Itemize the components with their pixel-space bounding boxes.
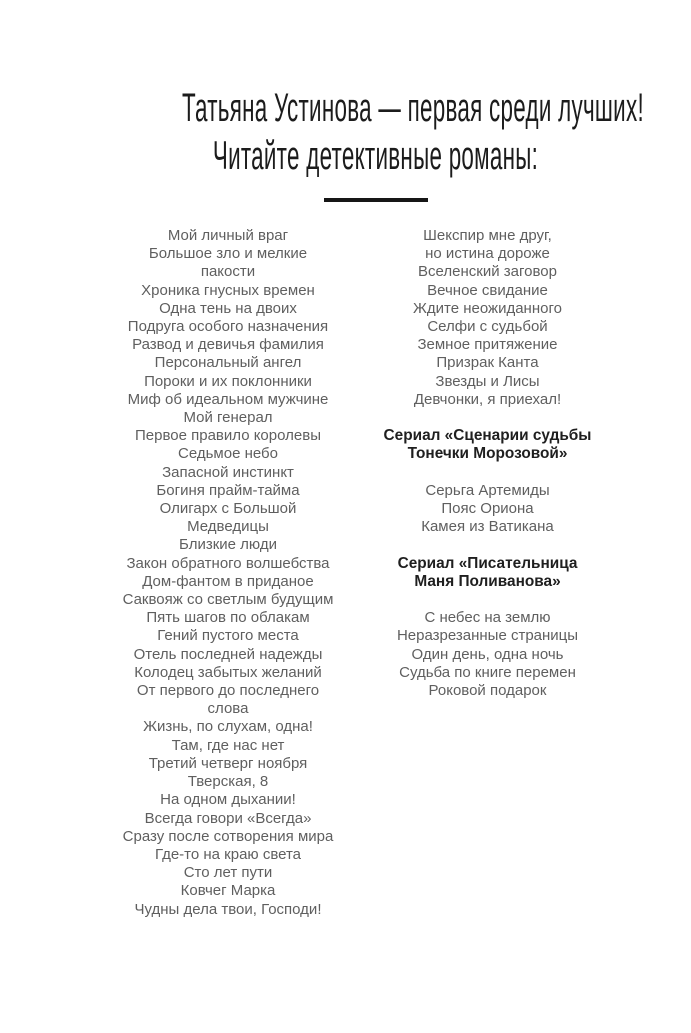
book-title	[100, 682, 356, 718]
book-title-line: Всегда говори «Всегда»	[144, 809, 312, 827]
book-title-line: Там, где нас нет	[171, 736, 285, 754]
book-title	[100, 427, 356, 445]
book-title	[359, 318, 616, 336]
book-title	[359, 627, 616, 645]
serial-heading-line: Маня Поливанова»	[414, 572, 561, 590]
book-title	[359, 391, 616, 409]
book-title-line: Пояс Ориона	[441, 500, 534, 518]
book-title	[100, 791, 356, 809]
book-title	[100, 755, 356, 773]
book-title	[100, 409, 356, 427]
book-title-line: слова	[207, 700, 249, 718]
divider-rule	[324, 198, 428, 202]
book-title-line: Гений пустого места	[157, 627, 299, 645]
book-title-line: Судьба по книге перемен	[399, 663, 576, 681]
book-title-line: Одна тень на двоих	[159, 299, 297, 317]
book-title	[100, 737, 356, 755]
book-title-line: Призрак Канта	[436, 354, 539, 372]
book-title	[100, 282, 356, 300]
book-title-line: Чудны дела твои, Господи!	[134, 900, 322, 918]
book-title	[100, 391, 356, 409]
book-title-line: Олигарх с Большой	[159, 500, 297, 518]
book-title-line: С небес на землю	[424, 609, 551, 627]
book-title	[359, 263, 616, 281]
book-title	[359, 646, 616, 664]
book-title-line: Медведицы	[187, 518, 269, 536]
book-title	[100, 354, 356, 372]
book-title-line: Неразрезанные страницы	[396, 627, 579, 645]
book-title-line: Шекспир мне друг,	[423, 227, 552, 244]
book-title	[100, 536, 356, 554]
book-title-line: Ковчег Марка	[180, 882, 276, 900]
book-title	[100, 882, 356, 900]
book-title	[100, 245, 356, 281]
book-title-line: Мой генерал	[183, 409, 273, 427]
book-title	[100, 445, 356, 463]
page-title	[30, 84, 691, 180]
page-title-line-1: Татьяна Устинова — первая среди лучших!	[182, 86, 644, 130]
book-title	[100, 318, 356, 336]
book-title	[359, 518, 616, 536]
book-title-line: Один день, одна ночь	[411, 645, 564, 663]
book-title-line: Первое правило королевы	[135, 427, 321, 445]
book-title	[100, 573, 356, 591]
book-title	[100, 336, 356, 354]
book-title	[100, 664, 356, 682]
book-list-left-column	[100, 227, 356, 919]
book-title	[100, 627, 356, 645]
book-title	[100, 300, 356, 318]
book-title	[100, 646, 356, 664]
book-title	[100, 864, 356, 882]
book-title	[359, 282, 616, 300]
book-title-line: Серьга Артемиды	[425, 481, 550, 499]
book-title-line: Земное притяжение	[417, 336, 558, 354]
book-title-line: Вечное свидание	[427, 281, 548, 299]
book-title-line: Ждите неожиданного	[413, 299, 562, 317]
book-title	[100, 810, 356, 828]
book-title	[100, 609, 356, 627]
book-title-line: Близкие люди	[179, 536, 277, 554]
book-title-line: Закон обратного волшебства	[126, 554, 330, 572]
book-title-line: Звезды и Лисы	[435, 372, 540, 390]
book-title-line: Вселенский заговор	[418, 263, 557, 281]
book-title-line: Отель последней надежды	[133, 645, 323, 663]
book-title-line: Тверская, 8	[187, 773, 269, 791]
book-title-line: Миф об идеальном мужчине	[127, 390, 329, 408]
book-title-line: От первого до последнего	[136, 682, 320, 700]
book-title	[359, 336, 616, 354]
book-title-line: Богиня прайм-тайма	[156, 481, 300, 499]
book-title-line: Пороки и их поклонники	[144, 372, 312, 390]
book-title-line: Колодец забытых желаний	[134, 663, 322, 681]
book-title-line: Девчонки, я приехал!	[413, 390, 562, 408]
book-title	[100, 773, 356, 791]
book-title-line: На одном дыхании!	[160, 791, 296, 809]
book-title	[100, 718, 356, 736]
book-title	[100, 227, 356, 245]
book-title	[359, 609, 616, 627]
book-title-line: Сразу после сотворения мира	[122, 827, 334, 845]
book-title	[100, 901, 356, 919]
book-title-line: Седьмое небо	[178, 445, 278, 463]
book-title	[359, 664, 616, 682]
book-title-line: Сто лет пути	[183, 864, 273, 882]
book-title	[359, 500, 616, 518]
book-title-line: Мой личный враг	[167, 227, 289, 244]
book-title-line: Роковой подарок	[428, 682, 547, 700]
book-title-line: но истина дороже	[425, 245, 550, 263]
book-title-line: Пять шагов по облакам	[146, 609, 310, 627]
book-title	[100, 373, 356, 391]
book-title-line: Хроника гнусных времен	[141, 281, 315, 299]
book-title-line: Дом-фантом в приданое	[142, 572, 314, 590]
serial-heading-line: Сериал «Сценарии судьбы	[383, 427, 592, 445]
book-list-right-column	[359, 227, 616, 700]
book-title	[359, 354, 616, 372]
book-title-line: Третий четверг ноября	[148, 754, 308, 772]
book-title-line: Развод и девичья фамилия	[132, 336, 324, 354]
page-title-line-2: Читайте детективные романы:	[212, 134, 539, 178]
book-title-line: Селфи с судьбой	[427, 318, 548, 336]
book-title	[359, 300, 616, 318]
book-title	[359, 482, 616, 500]
book-title	[100, 828, 356, 846]
book-title	[359, 373, 616, 391]
book-title	[100, 482, 356, 500]
book-title-line: Саквояж со светлым будущим	[122, 591, 334, 609]
book-title	[100, 464, 356, 482]
book-title-line: Камея из Ватикана	[421, 518, 554, 536]
serial-heading	[359, 555, 616, 591]
book-title-line: Большое зло и мелкие	[148, 245, 308, 263]
book-title-line: пакости	[200, 263, 256, 281]
book-title	[100, 500, 356, 536]
serial-heading-line: Сериал «Писательница	[397, 554, 578, 572]
book-title	[359, 682, 616, 700]
book-title	[100, 591, 356, 609]
book-title-line: Запасной инстинкт	[162, 463, 294, 481]
book-title-line: Где-то на краю света	[154, 845, 302, 863]
serial-heading-line: Тонечки Морозовой»	[407, 445, 568, 463]
book-title-line: Подруга особого назначения	[127, 318, 329, 336]
serial-heading	[359, 427, 616, 463]
book-title	[359, 227, 616, 263]
book-title	[100, 555, 356, 573]
book-title-line: Персональный ангел	[154, 354, 302, 372]
book-title-line: Жизнь, по слухам, одна!	[143, 718, 313, 736]
book-title	[100, 846, 356, 864]
